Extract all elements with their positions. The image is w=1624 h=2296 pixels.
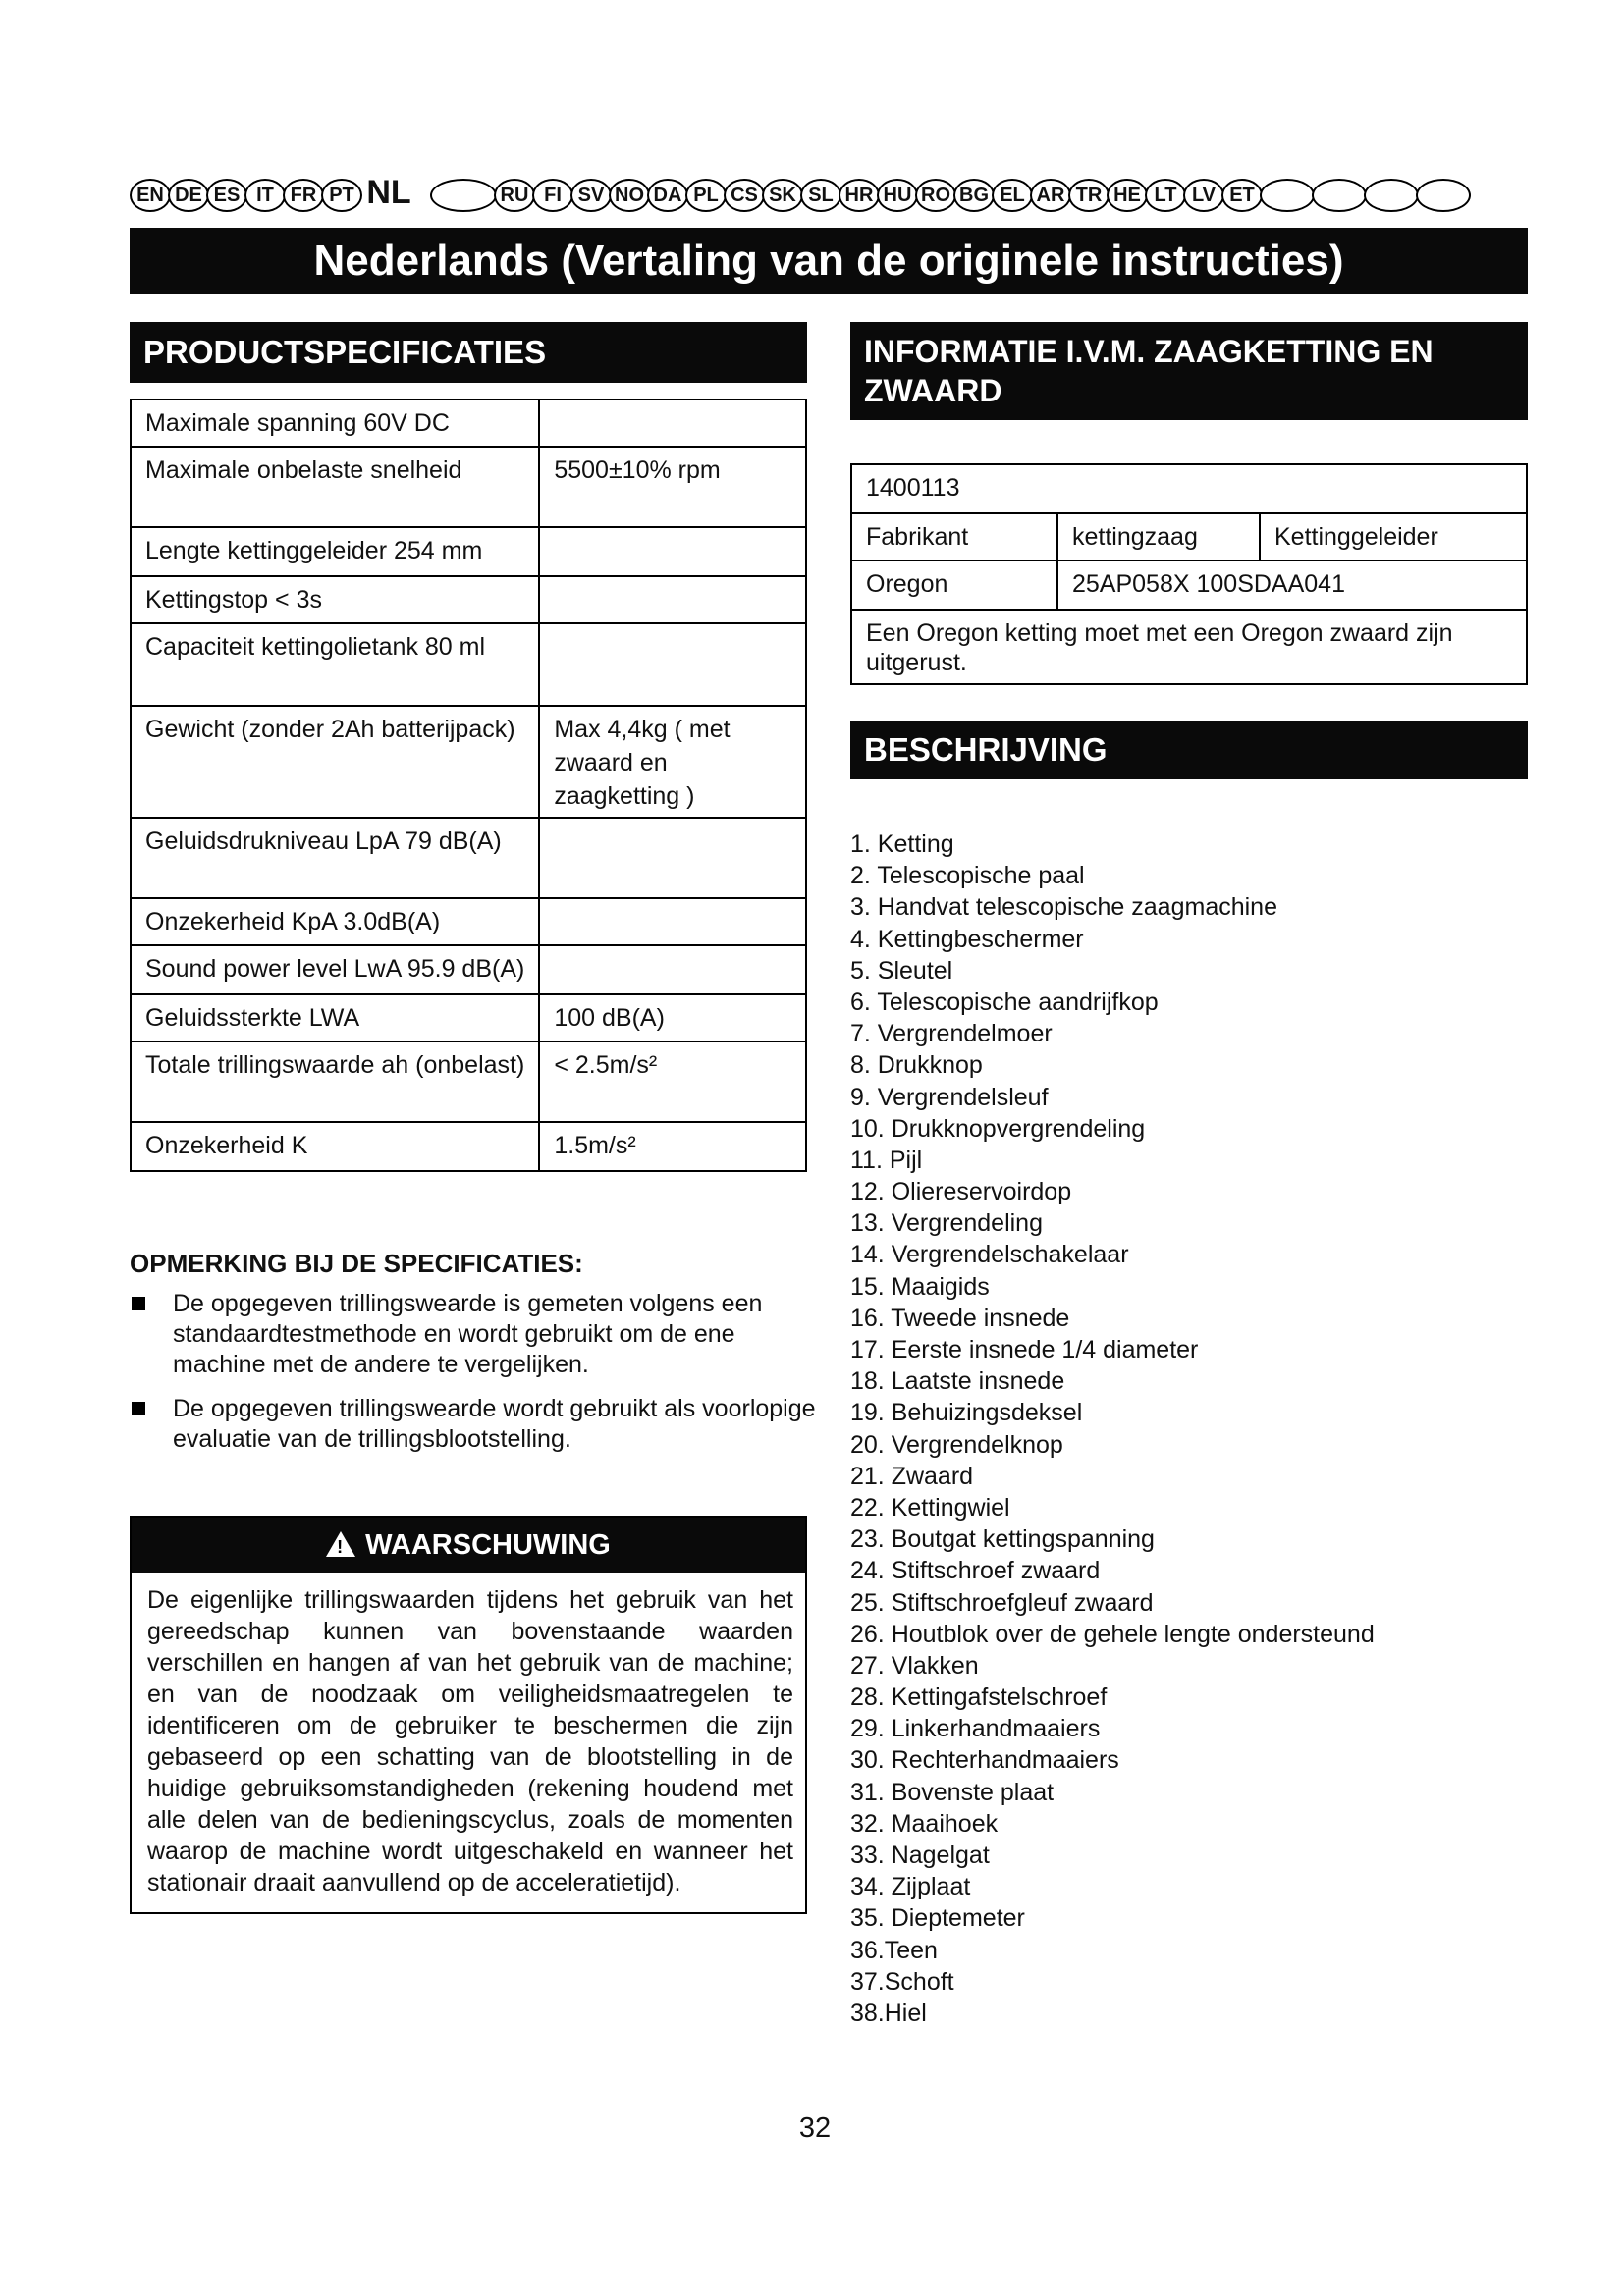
- bullet-icon: [132, 1297, 145, 1310]
- parts-list-item: 29. Linkerhandmaaiers: [850, 1715, 1101, 1743]
- chain-col-guide: Kettinggeleider: [1260, 513, 1527, 561]
- language-tab-de[interactable]: DE: [168, 179, 209, 212]
- parts-list-item: 2. Telescopische paal: [850, 862, 1085, 890]
- parts-list-item: 33. Nagelgat: [850, 1842, 990, 1869]
- spec-row: [131, 1122, 806, 1171]
- parts-list-item: 34. Zijplaat: [850, 1873, 971, 1901]
- parts-list-item: 21. Zwaard: [850, 1462, 974, 1490]
- spec-value: 1.5m/s²: [539, 1122, 806, 1171]
- parts-list-item: 16. Tweede insnede: [850, 1304, 1070, 1332]
- note-item: [130, 1289, 817, 1380]
- spec-label: Sound power level LwA 95.9 dB(A): [145, 955, 525, 983]
- parts-list-item: 11. Pijl: [850, 1146, 923, 1174]
- language-tab-fi[interactable]: FI: [532, 179, 573, 212]
- language-bar: [130, 173, 1524, 218]
- note-item: [130, 1394, 817, 1455]
- spec-value: [539, 623, 806, 706]
- chain-col-manufacturer: Fabrikant: [851, 513, 1057, 561]
- spec-value: [539, 945, 806, 994]
- language-tab-et[interactable]: ET: [1221, 179, 1263, 212]
- spec-label: Capaciteit kettingolietank 80 ml: [145, 633, 486, 661]
- parts-list-item: 36.Teen: [850, 1936, 938, 1964]
- chain-col-chain: kettingzaag: [1057, 513, 1260, 561]
- language-tab-cs[interactable]: CS: [724, 179, 765, 212]
- parts-list-item: 30. Rechterhandmaaiers: [850, 1746, 1119, 1775]
- specs-heading: PRODUCTSPECIFICATIES: [130, 322, 807, 383]
- note-text: De opgegeven trillingswearde wordt gebruikt als voorlopige evaluatie van de trillingsblootstelling.: [173, 1395, 816, 1453]
- language-tab-lv[interactable]: LV: [1183, 179, 1224, 212]
- spec-value: [539, 576, 806, 623]
- language-tab-ro[interactable]: RO: [915, 179, 956, 212]
- spec-row: [131, 576, 806, 623]
- page-number: 32: [798, 2112, 832, 2144]
- parts-list-item: 8. Drukknop: [850, 1051, 983, 1080]
- page-title: Nederlands (Vertaling van de originele instructies): [130, 228, 1528, 294]
- spec-row: [131, 818, 806, 898]
- chain-maker: Oregon: [851, 561, 1057, 610]
- chain-info-heading: INFORMATIE I.V.M. ZAAGKETTING EN ZWAARD: [850, 322, 1528, 420]
- warning-text: De eigenlijke trillingswaarden tijdens het gebruik van het gereedschap kunnen van bovenstaande waarden verschillen en hangen af van het gebruik van de machine; en van de noodzaak om veiligheidsmaatregelen te identificeren om de gebruiker te beschermen die zijn gebaseerd op een schatting van de blootstelling in de huidige gebruiksomstandigheden (rekening houdend met alle delen van de bedieningscyclus, zoals de momenten waarop de machine wordt uitgeschakeld en wanneer het stationair draait aanvullend op de acceleratietijd).: [147, 1586, 793, 1896]
- chain-row: [851, 561, 1527, 610]
- parts-list-item: 4. Kettingbeschermer: [850, 925, 1084, 953]
- spec-row: [131, 400, 806, 447]
- parts-list-item: 35. Dieptemeter: [850, 1904, 1025, 1933]
- parts-list-item: 10. Drukknopvergrendeling: [850, 1114, 1146, 1143]
- spec-row: [131, 945, 806, 994]
- parts-list-item: 3. Handvat telescopische zaagmachine: [850, 893, 1277, 922]
- chain-model: 1400113: [851, 464, 1527, 513]
- language-tab-no[interactable]: NO: [609, 179, 650, 212]
- parts-list-item: 25. Stiftschroefgleuf zwaard: [850, 1588, 1154, 1617]
- parts-list-item: 6. Telescopische aandrijfkop: [850, 988, 1159, 1016]
- language-tab-es[interactable]: ES: [206, 179, 247, 212]
- language-tab-hr[interactable]: HR: [839, 179, 880, 212]
- spec-label: Geluidsdrukniveau LpA 79 dB(A): [145, 828, 502, 855]
- parts-list-item: 32. Maaihoek: [850, 1809, 999, 1838]
- language-tab-it[interactable]: IT: [244, 179, 286, 212]
- language-tab-blank[interactable]: [1364, 179, 1419, 212]
- parts-list-item: 13. Vergrendeling: [850, 1209, 1043, 1238]
- spec-label: Onzekerheid KpA 3.0dB(A): [131, 898, 539, 945]
- parts-list-item: 23. Boutgat kettingspanning: [850, 1525, 1155, 1554]
- spec-label: Gewicht (zonder 2Ah batterijpack): [131, 706, 539, 818]
- parts-list-item: 31. Bovenste plaat: [850, 1778, 1055, 1806]
- parts-list-item: 17. Eerste insnede 1/4 diameter: [850, 1336, 1199, 1363]
- spec-row: [131, 447, 806, 527]
- note-text: De opgegeven trillingswearde is gemeten volgens een standaardtestmethode en wordt gebruikt om de ene machine met de andere te vergelijken.: [173, 1290, 763, 1378]
- bullet-icon: [132, 1402, 145, 1415]
- parts-list-item: 1. Ketting: [850, 830, 954, 858]
- parts-list-item: 7. Vergrendelmoer: [850, 1020, 1053, 1048]
- language-tab-blank[interactable]: [430, 179, 497, 212]
- parts-list-item: 26. Houtblok over de gehele lengte ondersteund: [850, 1620, 1375, 1648]
- spec-label: Maximale spanning 60V DC: [145, 409, 450, 437]
- parts-list-item: 28. Kettingafstelschroef: [850, 1683, 1108, 1712]
- spec-label: Onzekerheid K: [131, 1122, 539, 1171]
- warning-heading: WAARSCHUWING: [365, 1529, 611, 1561]
- spec-value: < 2.5m/s²: [539, 1041, 806, 1122]
- chain-part-number: 25AP058X 100SDAA041: [1057, 561, 1527, 610]
- spec-value: [539, 818, 806, 898]
- chain-row: [851, 610, 1527, 684]
- spec-label: Maximale onbelaste snelheid: [131, 447, 539, 527]
- parts-list-item: 27. Vlakken: [850, 1651, 979, 1680]
- parts-list-item: 9. Vergrendelsleuf: [850, 1083, 1049, 1111]
- warning-box: [130, 1516, 807, 1914]
- spec-value: [539, 400, 806, 447]
- parts-list-item: 24. Stiftschroef zwaard: [850, 1557, 1101, 1585]
- spec-label: Lengte kettinggeleider 254 mm: [145, 537, 483, 564]
- spec-value: [539, 898, 806, 945]
- spec-label: Geluidssterkte LWA: [131, 994, 539, 1041]
- description-heading: BESCHRIJVING: [850, 721, 1528, 779]
- language-tab-tr[interactable]: TR: [1068, 179, 1110, 212]
- spec-value: 100 dB(A): [539, 994, 806, 1041]
- language-tab-ar[interactable]: AR: [1030, 179, 1071, 212]
- parts-list-item: 5. Sleutel: [850, 956, 953, 985]
- parts-list-item: 20. Vergrendelknop: [850, 1430, 1063, 1459]
- spec-table: [130, 399, 807, 1172]
- parts-list-item: 12. Oliereservoirdop: [850, 1178, 1072, 1206]
- parts-list-item: 37.Schoft: [850, 1967, 954, 1996]
- spec-notes: [130, 1249, 817, 1468]
- chain-table: [850, 463, 1528, 685]
- chain-row: [851, 464, 1527, 513]
- spec-value: [539, 527, 806, 576]
- spec-value: Max 4,4kg ( met zwaard en zaagketting ): [539, 706, 806, 818]
- parts-list-item: 15. Maaigids: [850, 1272, 990, 1301]
- spec-row: [131, 994, 806, 1041]
- language-tab-bg[interactable]: BG: [953, 179, 995, 212]
- language-tab-blank[interactable]: [1312, 179, 1367, 212]
- language-tab-hu[interactable]: HU: [877, 179, 918, 212]
- spec-row: [131, 706, 806, 818]
- language-tab-pt[interactable]: PT: [321, 179, 362, 212]
- language-tab-sl[interactable]: SL: [800, 179, 841, 212]
- parts-list-item: 19. Behuizingsdeksel: [850, 1399, 1083, 1427]
- language-tab-sv[interactable]: SV: [570, 179, 612, 212]
- language-tab-blank[interactable]: [1260, 179, 1315, 212]
- language-tab-ru[interactable]: RU: [494, 179, 535, 212]
- spec-row: [131, 1041, 806, 1122]
- spec-label: Kettingstop < 3s: [131, 576, 539, 623]
- language-tab-en[interactable]: EN: [130, 179, 171, 212]
- parts-list-item: 18. Laatste insnede: [850, 1367, 1065, 1396]
- warning-header: [132, 1518, 805, 1573]
- parts-list-item: 14. Vergrendelschakelaar: [850, 1241, 1129, 1269]
- parts-list: [850, 828, 1528, 2029]
- language-tab-sk[interactable]: SK: [762, 179, 803, 212]
- language-tab-da[interactable]: DA: [647, 179, 688, 212]
- chain-note: Een Oregon ketting moet met een Oregon zwaard zijn uitgerust.: [851, 610, 1527, 684]
- language-tab-nl[interactable]: NL: [366, 174, 411, 211]
- language-tab-el[interactable]: EL: [992, 179, 1033, 212]
- language-tab-fr[interactable]: FR: [283, 179, 324, 212]
- language-tab-he[interactable]: HE: [1107, 179, 1148, 212]
- language-tab-pl[interactable]: PL: [685, 179, 727, 212]
- spec-label: Totale trillingswaarde ah (onbelast): [131, 1041, 539, 1122]
- spec-row: [131, 623, 806, 706]
- warning-icon: !: [326, 1531, 355, 1557]
- parts-list-item: 38.Hiel: [850, 1999, 927, 2027]
- language-tab-blank[interactable]: [1416, 179, 1471, 212]
- spec-row: [131, 898, 806, 945]
- spec-value: 5500±10% rpm: [539, 447, 806, 527]
- chain-row: [851, 513, 1527, 561]
- language-tab-lt[interactable]: LT: [1145, 179, 1186, 212]
- spec-row: [131, 527, 806, 576]
- parts-list-item: 22. Kettingwiel: [850, 1493, 1010, 1522]
- notes-heading: OPMERKING BIJ DE SPECIFICATIES:: [130, 1249, 583, 1278]
